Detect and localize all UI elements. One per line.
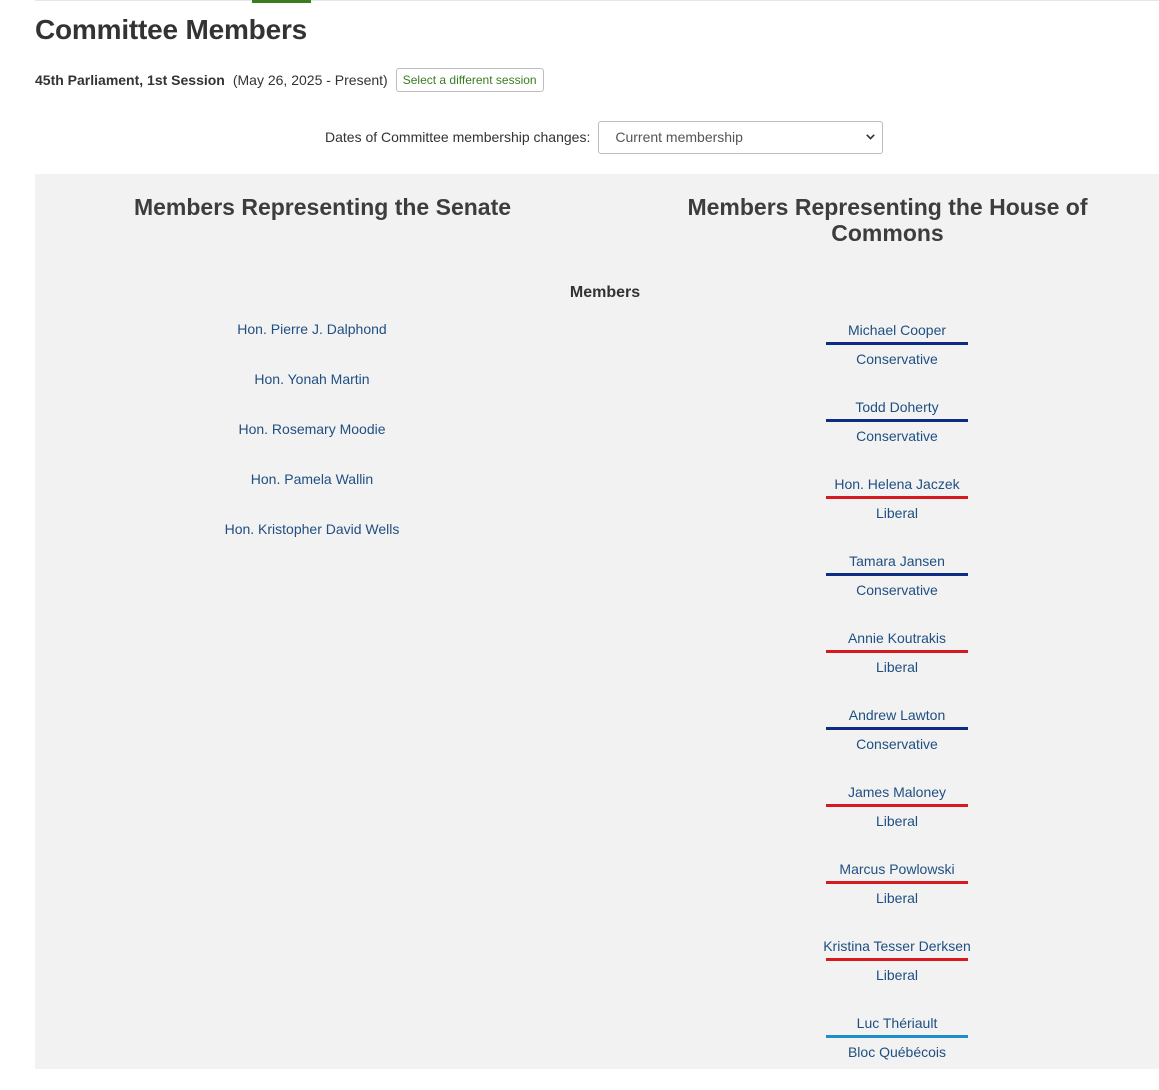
house-member-item	[807, 705, 987, 782]
committee-members-panel	[35, 174, 1159, 1069]
house-member-link[interactable]: Marcus Powlowski	[839, 861, 955, 877]
house-member-party-link[interactable]: Liberal	[875, 505, 919, 521]
session-dates: (May 26, 2025 - Present)	[232, 72, 388, 88]
party-color-bar	[826, 496, 968, 499]
senate-member-link[interactable]: Hon. Rosemary Moodie	[238, 421, 386, 437]
select-session-button[interactable]: Select a different session	[396, 68, 544, 92]
senate-member-link[interactable]: Hon. Pierre J. Dalphond	[237, 321, 387, 337]
house-member-item	[807, 397, 987, 474]
party-color-bar	[826, 958, 968, 961]
house-member-item	[807, 628, 987, 705]
party-color-bar	[826, 342, 968, 345]
house-member-party-link[interactable]: Conservative	[856, 428, 938, 444]
house-member-link[interactable]: Todd Doherty	[855, 399, 939, 415]
party-color-bar	[826, 650, 968, 653]
house-member-party-link[interactable]: Conservative	[856, 351, 938, 367]
party-color-bar	[826, 727, 968, 730]
house-member-party-link[interactable]: Liberal	[875, 659, 919, 675]
senate-member-link[interactable]: Hon. Pamela Wallin	[250, 471, 374, 487]
house-member-party-link[interactable]: Liberal	[875, 890, 919, 906]
house-member-link[interactable]: James Maloney	[847, 784, 947, 800]
house-member-link[interactable]: Annie Koutrakis	[847, 630, 947, 646]
house-member-item	[807, 1013, 987, 1090]
house-member-link[interactable]: Andrew Lawton	[848, 707, 946, 723]
house-member-link[interactable]: Michael Cooper	[847, 322, 947, 338]
house-member-item	[807, 320, 987, 397]
house-member-list	[807, 320, 987, 1090]
senate-member-item	[162, 521, 462, 571]
house-member-party-link[interactable]: Conservative	[856, 582, 938, 598]
senate-member-item	[162, 371, 462, 421]
party-color-bar	[826, 1035, 968, 1038]
house-heading: Members Representing the House of Commons	[687, 194, 1088, 246]
house-member-party-link[interactable]: Liberal	[875, 813, 919, 829]
house-member-item	[807, 551, 987, 628]
house-member-party-link[interactable]: Bloc Québécois	[847, 1044, 947, 1060]
party-color-bar	[826, 804, 968, 807]
top-border	[35, 0, 1159, 1]
session-info	[35, 67, 544, 93]
page-title: Committee Members	[35, 14, 308, 45]
membership-changes-row	[325, 120, 883, 154]
senate-member-item	[162, 321, 462, 371]
membership-dates-select[interactable]	[598, 121, 883, 154]
house-member-party-link[interactable]: Conservative	[856, 736, 938, 752]
members-label: Members	[569, 284, 641, 301]
membership-changes-label: Dates of Committee membership changes:	[325, 129, 591, 145]
party-color-bar	[826, 573, 968, 576]
active-tab-indicator	[252, 0, 311, 3]
senate-heading: Members Representing the Senate	[133, 194, 512, 220]
senate-member-item	[162, 471, 462, 521]
senate-member-item	[162, 421, 462, 471]
senate-member-link[interactable]: Hon. Yonah Martin	[254, 371, 370, 387]
party-color-bar	[826, 881, 968, 884]
house-member-link[interactable]: Luc Thériault	[856, 1015, 938, 1031]
house-member-item	[807, 474, 987, 551]
house-member-link[interactable]: Kristina Tesser Derksen	[823, 938, 971, 954]
senate-member-link[interactable]: Hon. Kristopher David Wells	[224, 521, 400, 537]
membership-dates-selected: Current membership	[615, 129, 743, 145]
party-color-bar	[826, 419, 968, 422]
session-name: 45th Parliament, 1st Session	[35, 72, 225, 88]
house-member-item	[807, 859, 987, 936]
house-member-party-link[interactable]: Liberal	[875, 967, 919, 983]
house-member-link[interactable]: Hon. Helena Jaczek	[834, 476, 960, 492]
senate-member-list	[162, 321, 462, 571]
house-member-item	[807, 936, 987, 1013]
house-member-item	[807, 782, 987, 859]
house-member-link[interactable]: Tamara Jansen	[849, 553, 945, 569]
chevron-down-icon	[866, 134, 875, 140]
